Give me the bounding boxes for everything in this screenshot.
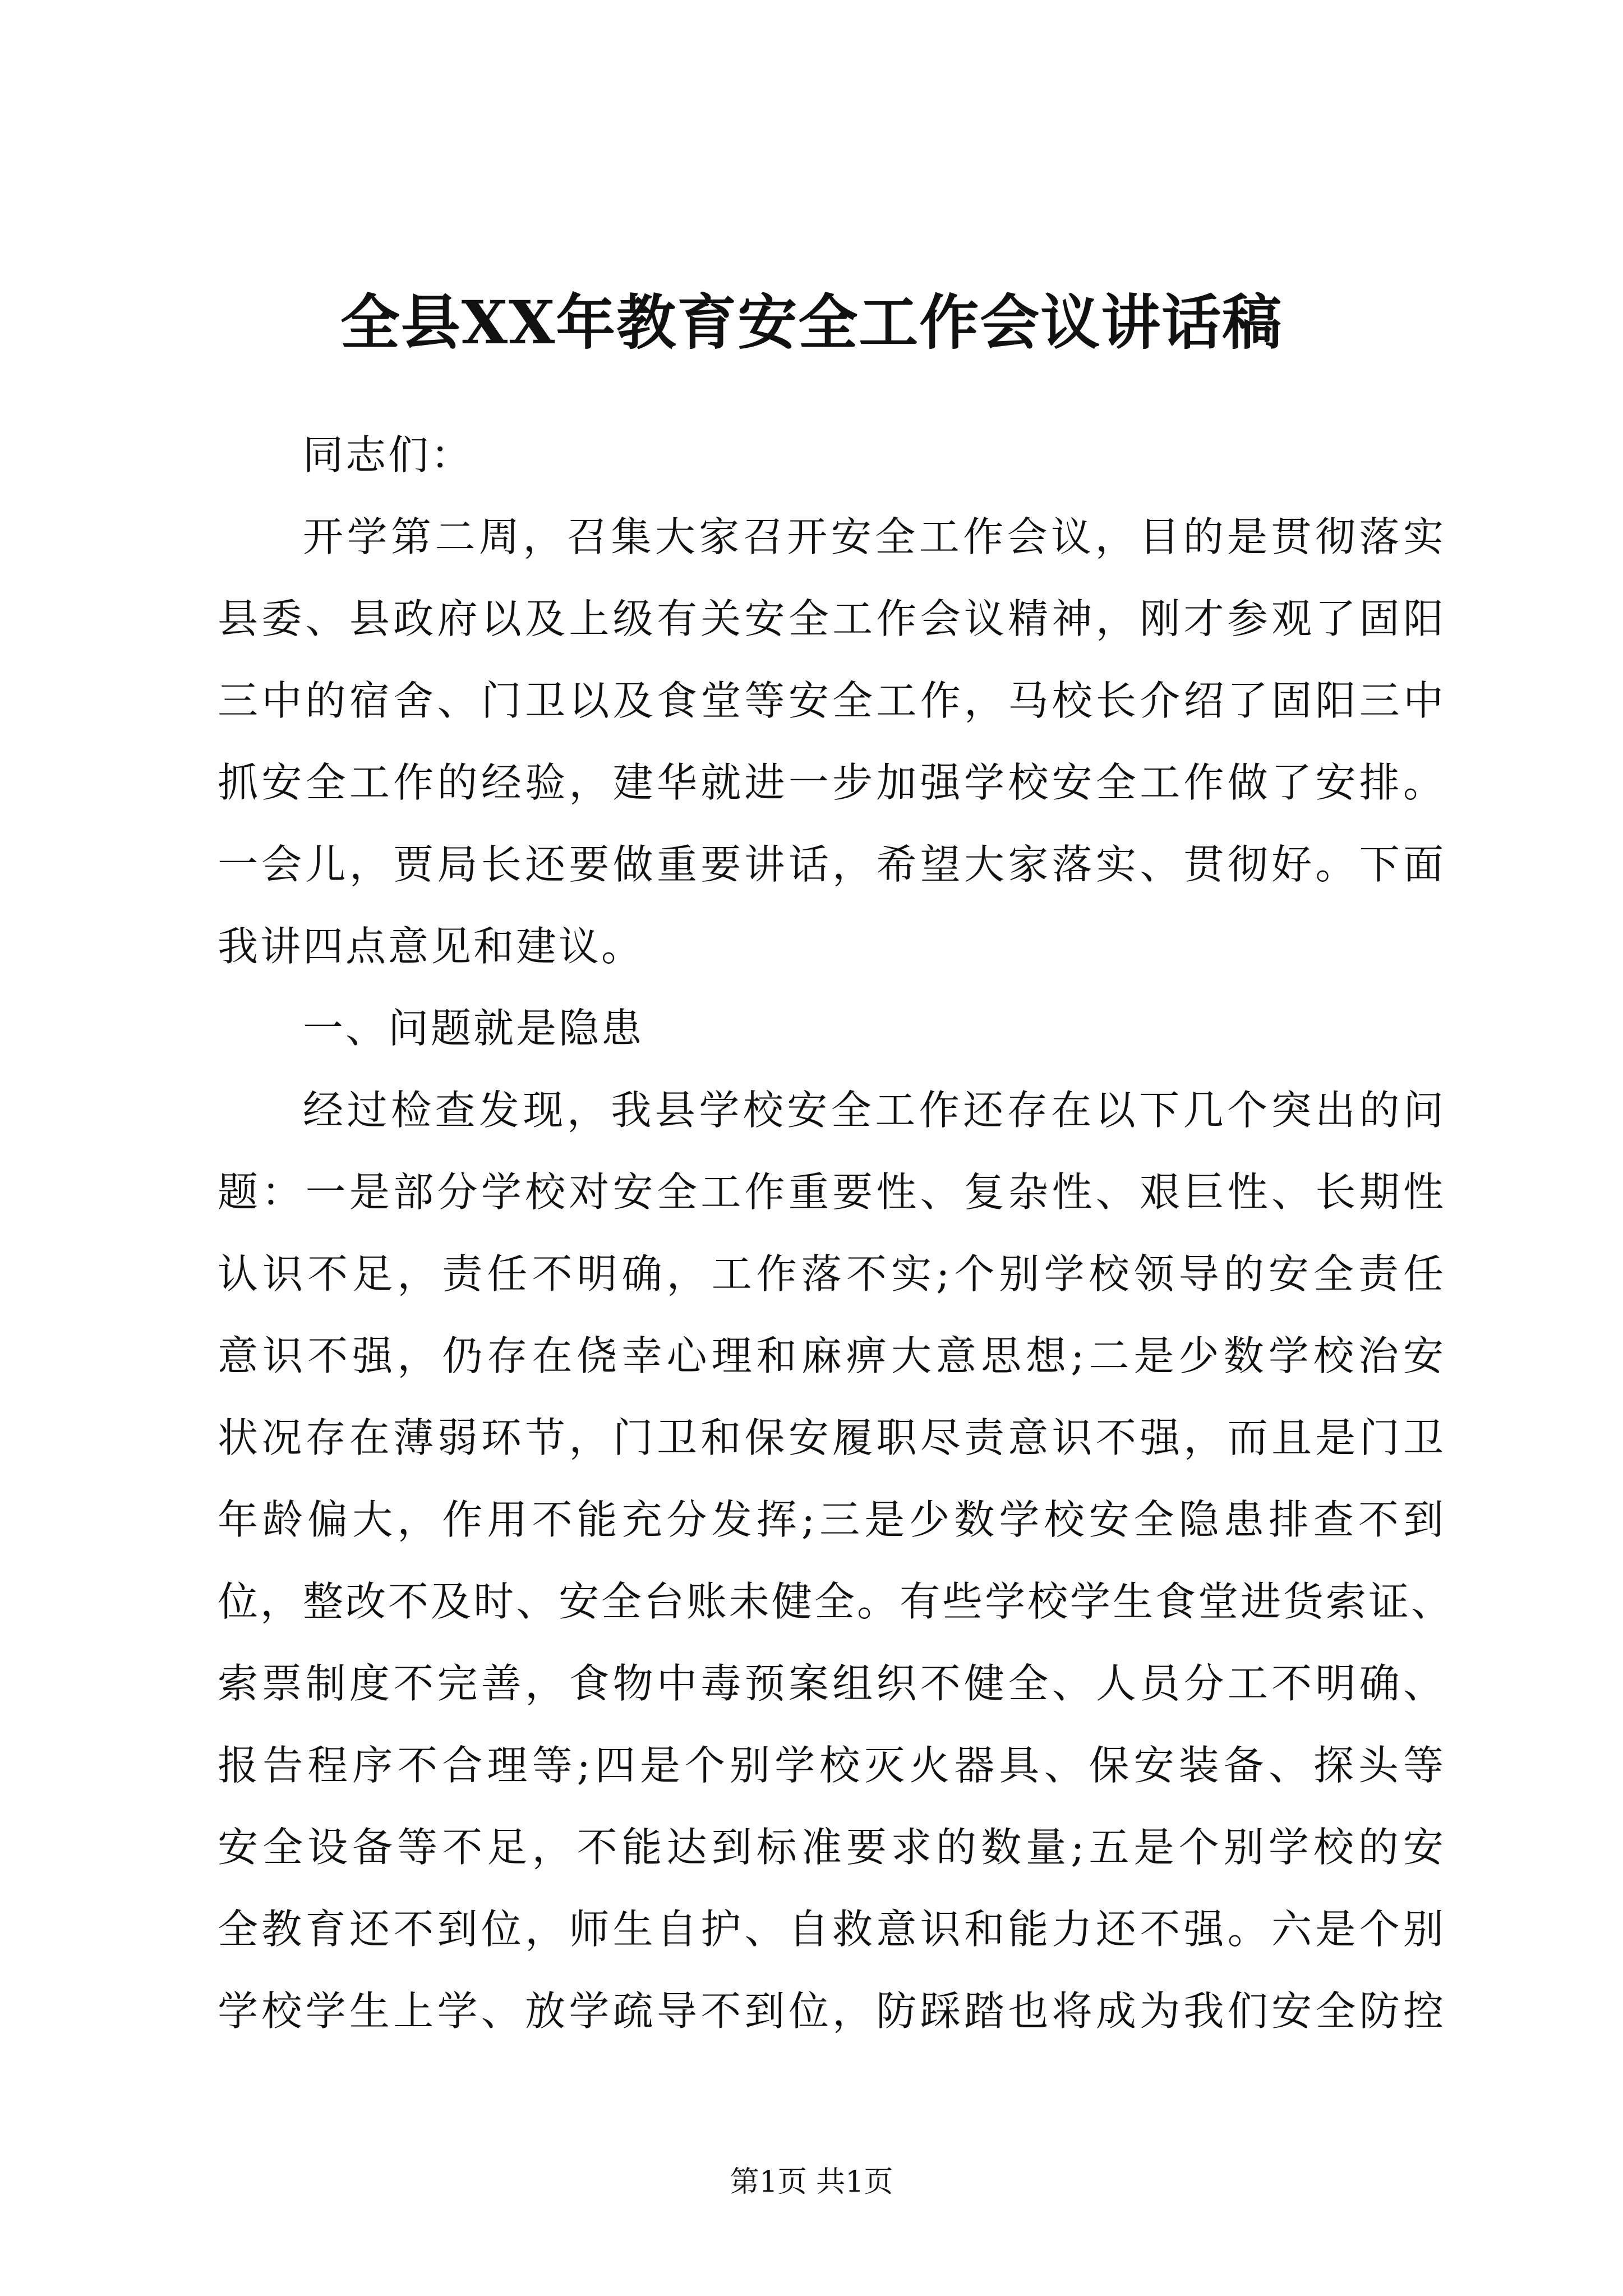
text-line: 题：一是部分学校对安全工作重要性、复杂性、艰巨性、长期性 xyxy=(218,1168,1446,1216)
text-line: 三中的宿舍、门卫以及食堂等安全工作，马校长介绍了固阳三中 xyxy=(218,677,1446,724)
text-line: 县委、县政府以及上级有关安全工作会议精神，刚才参观了固阳 xyxy=(218,595,1446,642)
text-line: 抓安全工作的经验，建华就进一步加强学校安全工作做了安排。 xyxy=(218,759,1446,806)
text-line: 学校学生上学、放学疏导不到位，防踩踏也将成为我们安全防控 xyxy=(218,1987,1446,2035)
text-line: 经过检查发现，我县学校安全工作还存在以下几个突出的问 xyxy=(303,1087,1446,1134)
document-title: 全县XX年教育安全工作会议讲话稿 xyxy=(340,287,1283,357)
text-line: 意识不强，仍存在侥幸心理和麻痹大意思想;二是少数学校治安 xyxy=(218,1332,1446,1379)
text-line: 索票制度不完善，食物中毒预案组织不健全、人员分工不明确、 xyxy=(218,1660,1446,1707)
text-line: 位，整改不及时、安全台账未健全。有些学校学生食堂进货索证、 xyxy=(218,1578,1454,1625)
text-line: 状况存在薄弱环节，门卫和保安履职尽责意识不强，而且是门卫 xyxy=(218,1414,1446,1461)
text-line: 报告程序不合理等;四是个别学校灭火器具、保安装备、探头等 xyxy=(218,1742,1446,1789)
text-line: 年龄偏大，作用不能充分发挥;三是少数学校安全隐患排查不到 xyxy=(218,1496,1446,1543)
text-line: 一、问题就是隐患 xyxy=(303,1005,644,1052)
text-line: 开学第二周，召集大家召开安全工作会议，目的是贯彻落实 xyxy=(303,513,1446,560)
text-line: 全教育还不到位，师生自护、自救意识和能力还不强。六是个别 xyxy=(218,1906,1446,1953)
text-line: 认识不足，责任不明确，工作落不实;个别学校领导的安全责任 xyxy=(218,1250,1446,1297)
text-line: 安全设备等不足，不能达到标准要求的数量;五是个别学校的安 xyxy=(218,1824,1446,1871)
page-footer: 第1页 共1页 xyxy=(730,2165,893,2199)
text-line: 同志们： xyxy=(303,431,474,478)
text-line: 一会儿，贾局长还要做重要讲话，希望大家落实、贯彻好。下面 xyxy=(218,841,1446,888)
document-body xyxy=(218,414,1454,2052)
text-line: 我讲四点意见和建议。 xyxy=(218,923,644,970)
